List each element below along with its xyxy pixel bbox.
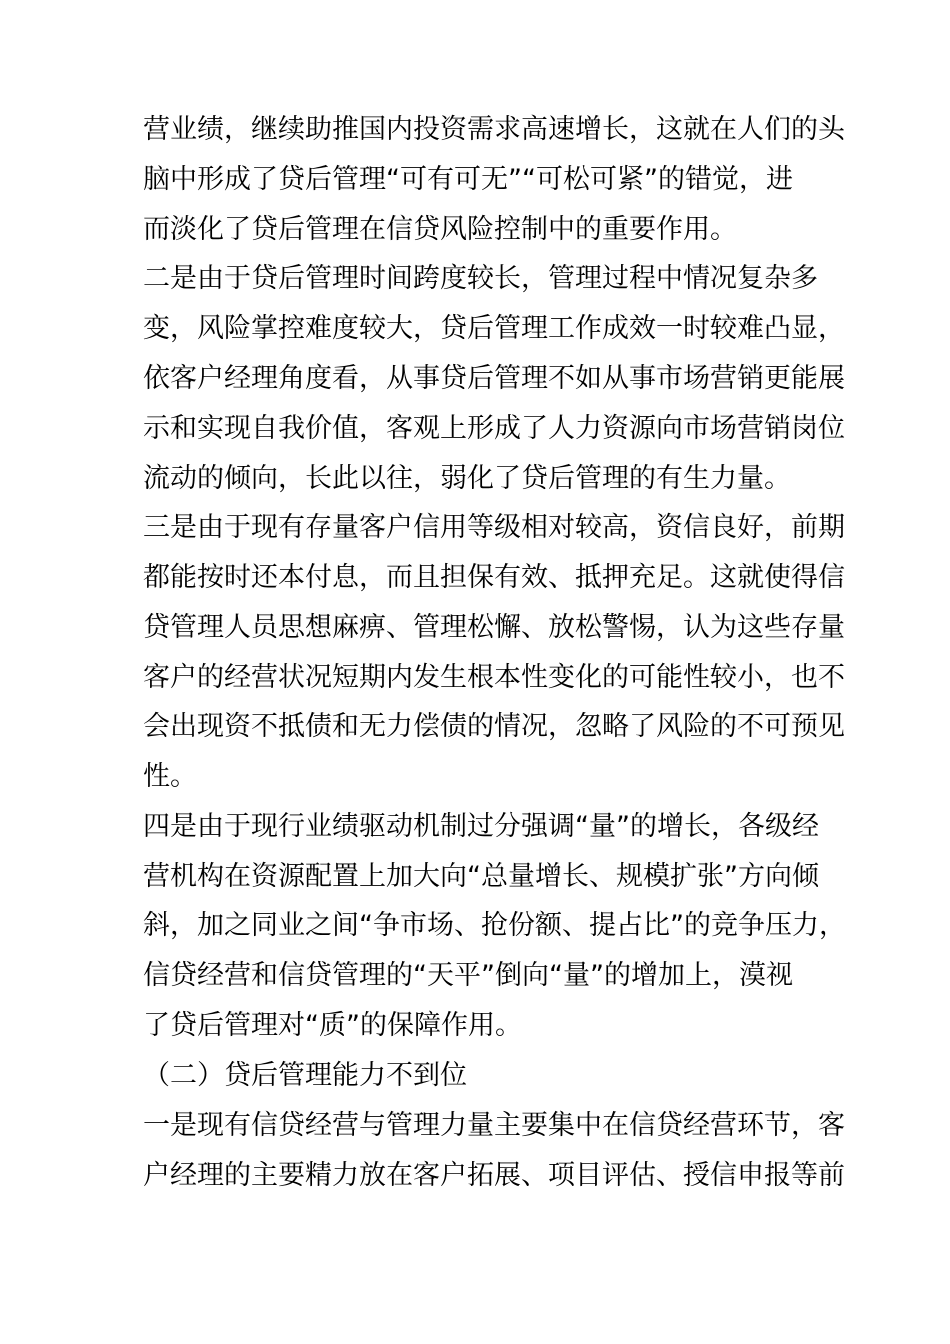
text-line: 贷管理人员思想麻痹、管理松懈、放松警惕，认为这些存量	[143, 612, 845, 643]
text-line: 会出现资不抵债和无力偿债的情况，忽略了风险的不可预见	[143, 711, 845, 742]
text-line: 性。	[143, 761, 197, 792]
paragraph-start-line: 四是由于现行业绩驱动机制过分强调“量”的增长，各级经	[143, 811, 819, 842]
text-line: 客户的经营状况短期内发生根本性变化的可能性较小，也不	[143, 662, 845, 693]
paragraph-start-line: 二是由于贷后管理时间跨度较长，管理过程中情况复杂多	[143, 263, 818, 294]
text-line: 变，风险掌控难度较大，贷后管理工作成效一时较难凸显，	[143, 313, 845, 344]
text-line: 示和实现自我价值，客观上形成了人力资源向市场营销岗位	[143, 413, 845, 444]
text-line: 信贷经营和信贷管理的“天平”倒向“量”的增加上，漠视	[143, 960, 793, 991]
text-line: 营机构在资源配置上加大向“总量增长、规模扩张”方向倾	[143, 861, 819, 892]
paragraph-start-line: 三是由于现有存量客户信用等级相对较高，资信良好，前期	[143, 512, 845, 543]
text-line: 营业绩，继续助推国内投资需求高速增长，这就在人们的头	[143, 114, 845, 145]
text-line: 而淡化了贷后管理在信贷风险控制中的重要作用。	[143, 214, 737, 245]
text-line: 了贷后管理对“质”的保障作用。	[143, 1010, 522, 1041]
section-heading: （二）贷后管理能力不到位	[143, 1060, 467, 1091]
text-line: 依客户经理角度看，从事贷后管理不如从事市场营销更能展	[143, 363, 845, 394]
text-line: 都能按时还本付息，而且担保有效、抵押充足。这就使得信	[143, 562, 845, 593]
text-line: 户经理的主要精力放在客户拓展、项目评估、授信申报等前	[143, 1160, 845, 1191]
text-line: 脑中形成了贷后管理“可有可无”“可松可紧”的错觉，进	[143, 164, 793, 195]
text-line: 斜，加之同业之间“争市场、抢份额、提占比”的竞争压力，	[143, 910, 846, 941]
text-line: 流动的倾向，长此以往，弱化了贷后管理的有生力量。	[143, 463, 791, 494]
paragraph-start-line: 一是现有信贷经营与管理力量主要集中在信贷经营环节，客	[143, 1110, 845, 1141]
